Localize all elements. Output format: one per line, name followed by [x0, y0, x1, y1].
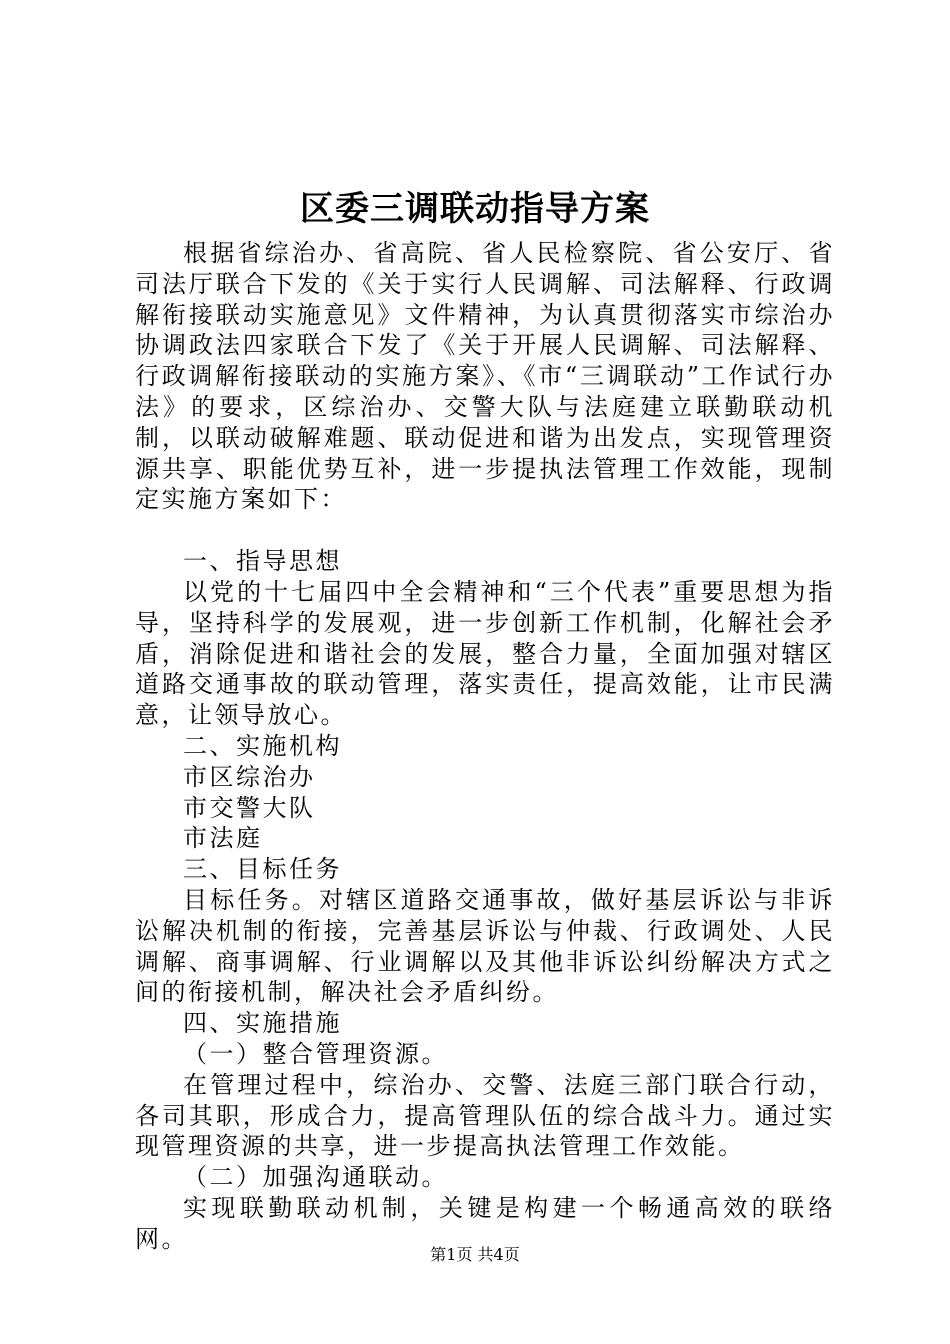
- section-text-guiding-idea: 以党的十七届四中全会精神和“三个代表”重要思想为指导，坚持科学的发展观，进一步创新工作机制，化解社会矛盾，消除促进和谐社会的发展，整合力量，全面加强对辖区道路交通事故的联动管理，落实责任，提高效能，让市民满意，让领导放心。: [135, 577, 835, 730]
- page-number-footer: 第1页 共4页: [430, 1245, 520, 1264]
- document-body: [135, 238, 835, 1255]
- section-heading-implementing-bodies: 二、实施机构: [183, 731, 342, 760]
- section-heading-guiding-idea: 一、指导思想: [183, 547, 342, 576]
- subsection-text-communication: 实现联勤联动机制，关键是构建一个畅通高效的联络网。: [135, 1193, 835, 1253]
- body-item: 市交警大队: [183, 793, 316, 822]
- body-item: 市区综治办: [183, 762, 316, 791]
- body-item: 市法庭: [183, 824, 263, 853]
- section-heading-measures: 四、实施措施: [183, 1009, 342, 1038]
- document-title: 区委三调联动指导方案: [300, 189, 650, 229]
- subsection-heading-communication: （二）加强沟通联动。: [183, 1163, 448, 1192]
- section-heading-objectives: 三、目标任务: [183, 855, 342, 884]
- paragraph-spacer: [135, 515, 835, 546]
- subsection-heading-resources: （一）整合管理资源。: [183, 1039, 448, 1068]
- section-text-objectives: 目标任务。对辖区道路交通事故，做好基层诉讼与非诉讼解决机制的衔接，完善基层诉讼与仲裁、行政调处、人民调解、商事调解、行业调解以及其他非诉讼纠纷解决方式之间的衔接机制，解决社会矛盾纠纷。: [135, 885, 835, 1007]
- subsection-text-resources: 在管理过程中，综治办、交警、法庭三部门联合行动，各司其职，形成合力，提高管理队伍的综合战斗力。通过实现管理资源的共享，进一步提高执法管理工作效能。: [135, 1070, 835, 1161]
- intro-paragraph: 根据省综治办、省高院、省人民检察院、省公安厅、省司法厅联合下发的《关于实行人民调解、司法解释、行政调解衔接联动实施意见》文件精神，为认真贯彻落实市综治办协调政法四家联合下发了《关于开展人民调解、司法解释、行政调解衔接联动的实施方案》、《市“三调联动”工作试行办法》的要求，区综治办、交警大队与法庭建立联勤联动机制，以联动破解难题、联动促进和谐为出发点，实现管理资源共享、职能优势互补，进一步提执法管理工作效能，现制定实施方案如下：: [135, 239, 835, 514]
